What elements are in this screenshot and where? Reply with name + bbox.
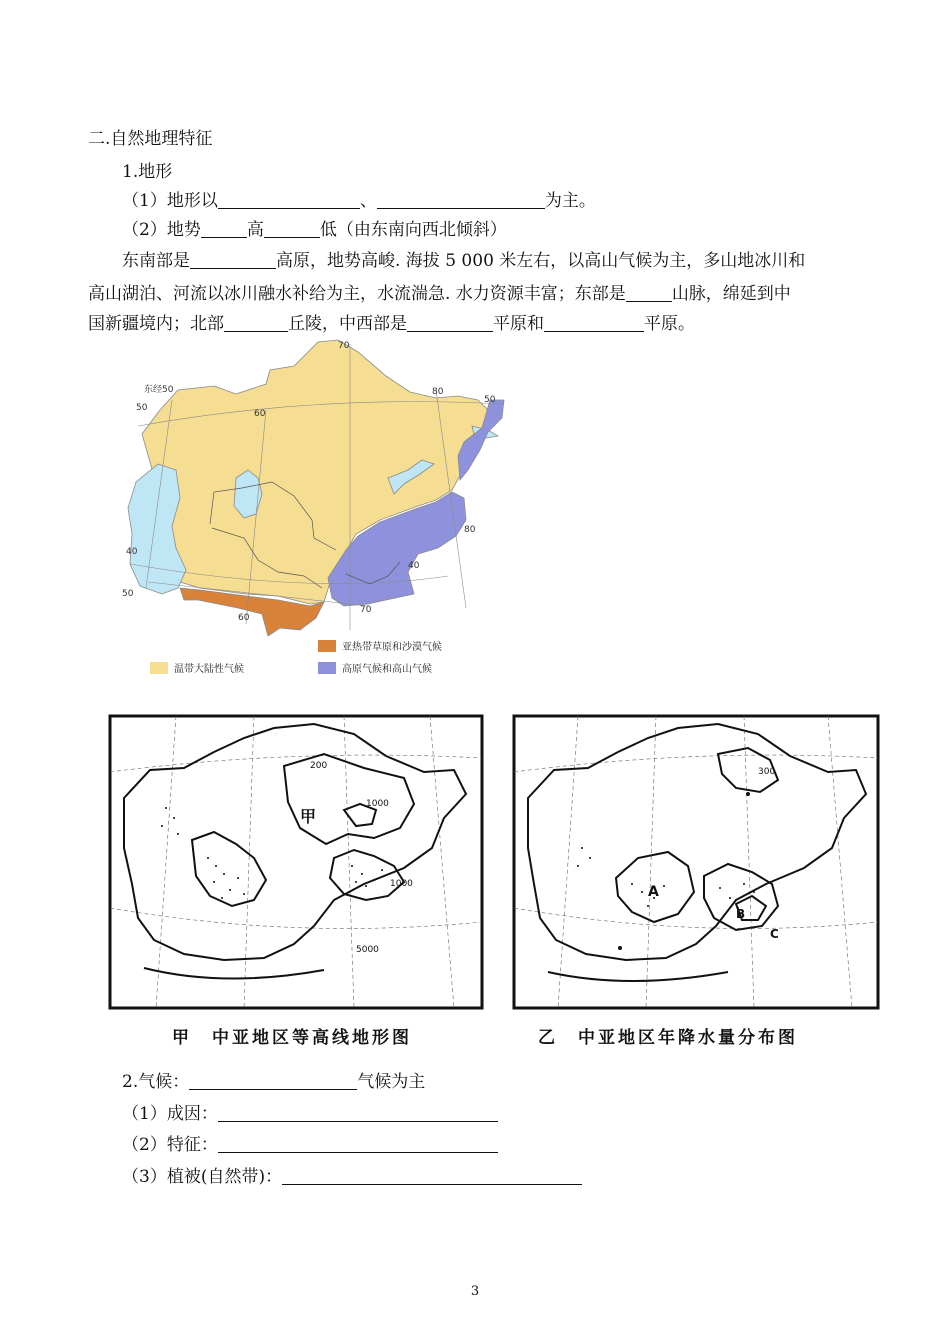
legend-swatch-plateau — [318, 662, 336, 674]
p1-a: 东南部是 — [122, 251, 190, 271]
blank-low-side[interactable] — [264, 221, 320, 238]
blank-hills[interactable] — [224, 315, 288, 332]
page-number: 3 — [470, 1284, 480, 1299]
contour-label-1000-a: 1000 — [366, 799, 389, 809]
label-lat40-right: 40 — [408, 561, 420, 571]
blank-landform-1[interactable] — [218, 192, 360, 209]
contour-map — [104, 708, 494, 1018]
terrain-paragraph-line-3 — [88, 313, 695, 335]
terrain-paragraph-line-1 — [122, 250, 805, 272]
climate-cause — [122, 1103, 498, 1125]
terrain-item-2 — [122, 219, 507, 241]
contour-label-5000: 5000 — [356, 945, 379, 955]
p3-a: 国新疆境内；北部 — [88, 314, 224, 334]
precip-label-a: A — [648, 884, 659, 900]
precipitation-map — [508, 708, 886, 1018]
legend-label-subtropical: 亚热带草原和沙漠气候 — [342, 642, 442, 653]
blank-climate-vegetation[interactable] — [282, 1168, 582, 1185]
contour-label-200: 200 — [310, 761, 328, 771]
climate-type-map — [118, 338, 518, 684]
blank-plain-1[interactable] — [407, 315, 493, 332]
precip-label-b: B — [736, 907, 746, 921]
blank-landform-2[interactable] — [377, 192, 545, 209]
terrain-item-1 — [122, 190, 596, 212]
blank-climate-type[interactable] — [189, 1073, 357, 1090]
terrain-item-1-sep: 、 — [359, 191, 377, 211]
p3-d: 平原。 — [644, 314, 695, 334]
terrain-item-2-high: 高 — [246, 220, 264, 240]
legend-label-temperate: 温带大陆性气候 — [174, 664, 244, 675]
climate-feature — [122, 1134, 498, 1156]
contour-label-jia: 甲 — [300, 807, 317, 826]
label-lat50-bottom: 50 — [122, 589, 134, 599]
contour-map-caption: 甲 中亚地区等高线地形图 — [172, 1028, 412, 1048]
label-lon60: 60 — [254, 409, 266, 419]
label-lon80: 80 — [432, 387, 444, 397]
blank-climate-cause[interactable] — [218, 1105, 498, 1122]
label-lon70-bottom: 70 — [360, 605, 372, 615]
temperate-zone — [142, 340, 488, 604]
terrain-item-2-prefix: （2）地势 — [122, 220, 201, 240]
climate-cause-label: （1）成因： — [122, 1104, 218, 1124]
blank-high-side[interactable] — [201, 221, 247, 238]
section-title: 二.自然地理特征 — [88, 129, 213, 149]
contour-label-1000-b: 1000 — [390, 879, 413, 889]
p1-b: 高原，地势高峻. 海拔 5 000 米左右，以高山气候为主，多山地冰川和 — [276, 251, 806, 271]
precipitation-map-caption: 乙 中亚地区年降水量分布图 — [538, 1028, 798, 1048]
climate-feature-label: （2）特征： — [122, 1135, 218, 1155]
blank-mountain[interactable] — [626, 285, 672, 302]
terrain-heading: 1.地形 — [122, 162, 173, 182]
climate-heading — [122, 1071, 425, 1093]
label-lat50-right: 50 — [484, 395, 496, 405]
p3-c: 平原和 — [493, 314, 544, 334]
label-lon50: 东经50 — [144, 385, 174, 395]
legend-swatch-temperate — [150, 662, 168, 674]
legend-swatch-subtropical — [318, 640, 336, 652]
label-lat50-left: 50 — [136, 403, 148, 413]
p2-a: 高山湖泊、河流以冰川融水补给为主，水流湍急. 水力资源丰富；东部是 — [88, 284, 626, 304]
climate-vegetation — [122, 1166, 582, 1188]
blank-climate-feature[interactable] — [218, 1136, 498, 1153]
label-lon70: 70 — [338, 341, 350, 351]
blank-plateau[interactable] — [190, 252, 276, 269]
climate-heading-suffix: 气候为主 — [357, 1072, 426, 1092]
label-lat40-left: 40 — [126, 547, 138, 557]
label-lat60-bottom: 60 — [238, 613, 250, 623]
p2-b: 山脉，绵延到中 — [671, 284, 791, 304]
precip-label-300: 300 — [758, 767, 776, 777]
p3-b: 丘陵，中西部是 — [288, 314, 407, 334]
climate-vegetation-label: （3）植被(自然带)： — [122, 1167, 283, 1187]
legend-label-plateau: 高原气候和高山气候 — [342, 664, 432, 675]
terrain-item-2-low: 低（由东南向西北倾斜） — [319, 220, 507, 240]
terrain-item-1-suffix: 为主。 — [544, 191, 596, 211]
precip-label-c: C — [770, 927, 779, 941]
label-lat80: 80 — [464, 525, 476, 535]
climate-heading-prefix: 2.气候： — [122, 1072, 190, 1092]
terrain-paragraph-line-2 — [88, 283, 791, 305]
terrain-item-1-prefix: （1）地形以 — [122, 191, 218, 211]
blank-plain-2[interactable] — [544, 315, 644, 332]
